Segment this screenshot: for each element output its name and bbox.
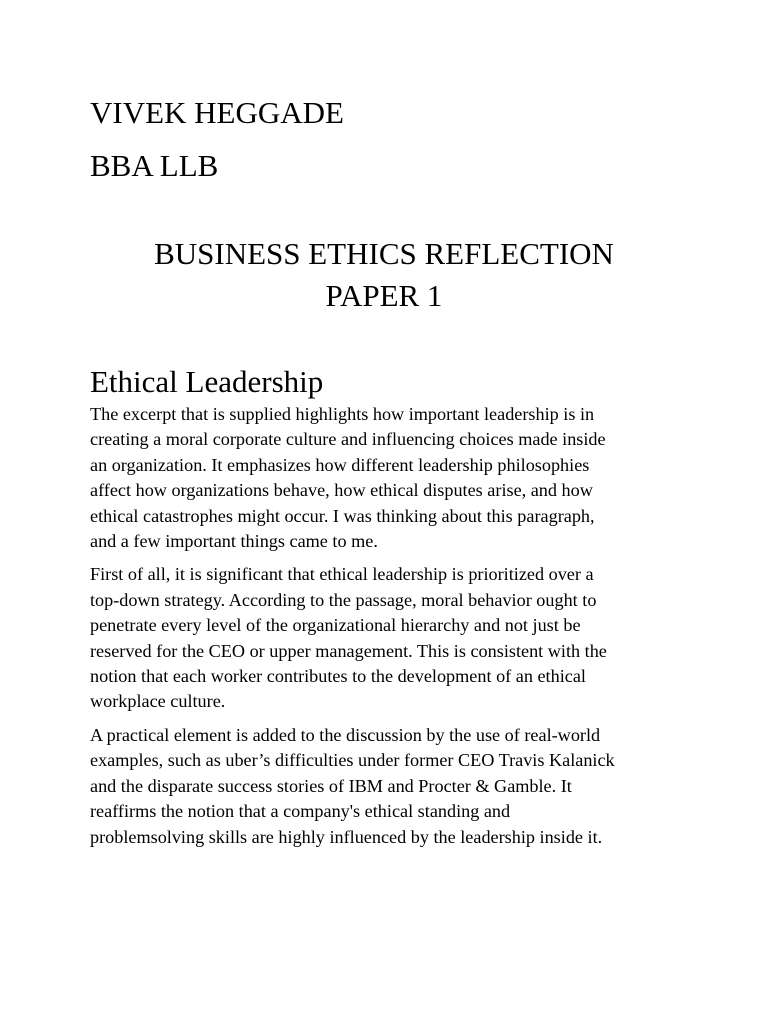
text-line: an organization. It emphasizes how different leadership philosophies <box>90 454 590 475</box>
text-line: A practical element is added to the discussion by the use of real-world <box>90 724 601 745</box>
paragraph-2 <box>90 562 680 714</box>
section-heading: Ethical Leadership <box>90 364 324 399</box>
text-line: workplace culture. <box>90 691 226 712</box>
text-line: and the disparate success stories of IBM and Procter & Gamble. It <box>90 775 572 796</box>
text-line: top-down strategy. According to the passage, moral behavior ought to <box>90 589 597 610</box>
body-text <box>90 402 680 858</box>
text-line: problemsolving skills are highly influenced by the leadership inside it. <box>90 826 603 847</box>
text-line: creating a moral corporate culture and influencing choices made inside <box>90 429 606 450</box>
text-line: reserved for the CEO or upper management. This is consistent with the <box>90 640 607 661</box>
paper-title <box>90 233 678 317</box>
text-line: The excerpt that is supplied highlights how important leadership is in <box>90 404 595 424</box>
text-line: notion that each worker contributes to the development of an ethical <box>90 666 586 687</box>
paper-title-line: BUSINESS ETHICS REFLECTION <box>154 236 614 271</box>
author-name: VIVEK HEGGADE <box>90 95 344 130</box>
text-line: penetrate every level of the organizational hierarchy and not just be <box>90 615 581 636</box>
text-line: affect how organizations behave, how ethical disputes arise, and how <box>90 480 593 501</box>
paragraph-1 <box>90 402 680 554</box>
text-line: and a few important things came to me. <box>90 531 378 552</box>
paragraph-3 <box>90 723 680 850</box>
paper-title-line: PAPER 1 <box>325 278 443 313</box>
text-line: examples, such as uber’s difficulties under former CEO Travis Kalanick <box>90 750 615 771</box>
text-line: reaffirms the notion that a company's ethical standing and <box>90 801 511 822</box>
author-program: BBA LLB <box>90 148 219 183</box>
text-line: ethical catastrophes might occur. I was thinking about this paragraph, <box>90 505 595 526</box>
text-line: First of all, it is significant that ethical leadership is prioritized over a <box>90 564 594 585</box>
